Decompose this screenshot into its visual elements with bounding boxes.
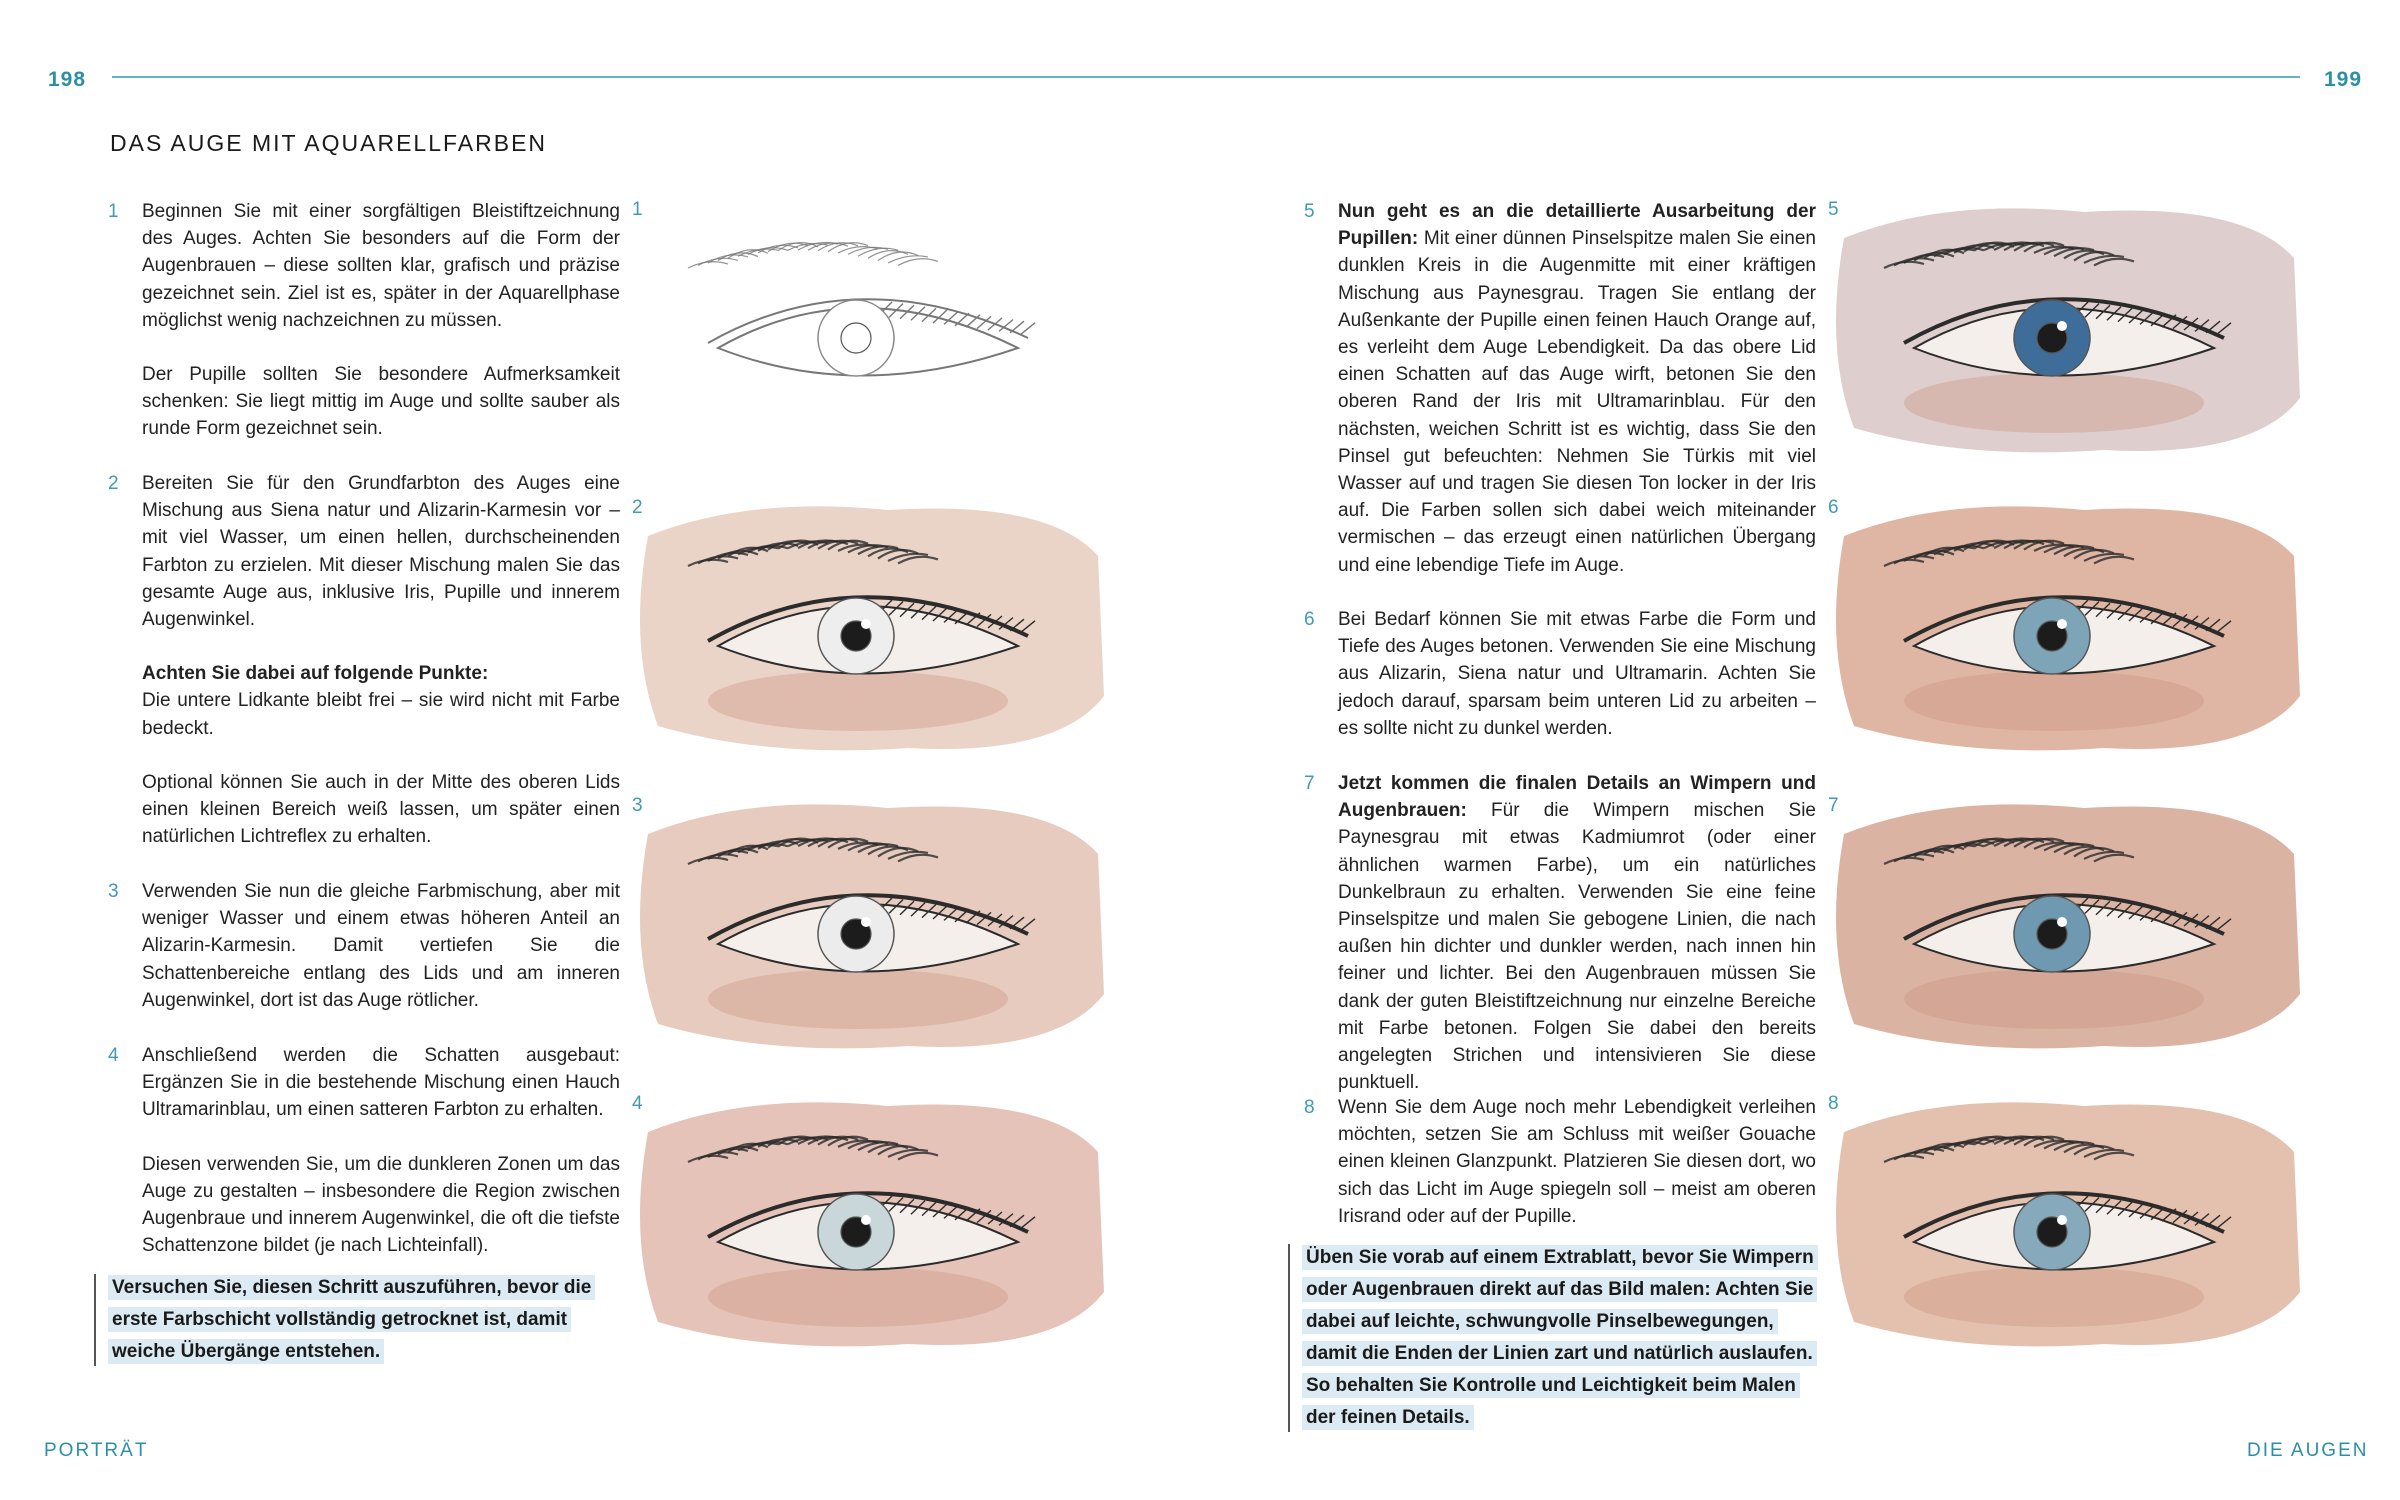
step-text: Anschließend werden die Schatten ausgebaut: Ergänzen Sie in die bestehende Mischung einen Hauch Ultramarinblau, um einen satteren Farbton zu erhalten. [142, 1045, 620, 1121]
image-label: 3 [626, 794, 649, 818]
step-3 [108, 878, 620, 1014]
step-number: 3 [108, 881, 119, 902]
image-label: 8 [1822, 1092, 1845, 1116]
step-text: Für die Wimpern mischen Sie Paynesgrau mit etwas Kadmiumrot (oder einer ähnlichen warmen Farbe), um ein natürliches Dunkelbraun zu erhalten. Verwenden Sie eine feine Pinselspitze und malen Sie gebogene Linien, die nach außen hin dichter und dunkler werden, nach innen hin feiner und lichter. Bei den Augenbrauen müssen Sie dank der guten Bleistiftzeichnung nur einzelne Bereiche mit Farbe betonen. Folgen Sie dabei den bereits angelegten Strichen und intensivieren Sie diese punktuell. [1338, 800, 1816, 1094]
eye-illustration-6 [1824, 496, 2304, 758]
step-number: 6 [1304, 609, 1315, 630]
step-text: Bei Bedarf können Sie mit etwas Farbe die Form und Tiefe des Auges betonen. Verwenden Sie eine Mischung aus Alizarin, Siena natur und Ultramarin. Achten Sie jedoch darauf, sparsam beim unteren Lid zu arbeiten – es sollte nicht zu dunkel werden. [1338, 609, 1816, 739]
tip-bar [94, 1274, 96, 1366]
image-label: 1 [626, 198, 649, 222]
page-title: DAS AUGE MIT AQUARELLFARBEN [110, 130, 548, 156]
tip-text: Üben Sie vorab auf einem Extrablatt, bevor Sie Wimpern oder Augenbrauen direkt auf das Bild malen: Achten Sie dabei auf leichte, schwungvolle Pinselbewegungen, damit die Enden der Linien zart und natürlich auslaufen. So behalten Sie Kontrolle und Leichtigkeit beim Malen der feinen Details. [1302, 1245, 1818, 1430]
eye-illustration-7 [1824, 794, 2304, 1056]
eye-watercolor-image [1824, 794, 2304, 1056]
page-number-right: 199 [2324, 68, 2363, 91]
step-bold-heading: Nun geht es an die detaillierte Ausarbeitung der Pupillen: [1338, 201, 1816, 250]
tip-bar [1288, 1244, 1290, 1432]
eye-watercolor-image [628, 1092, 1108, 1354]
image-label: 4 [626, 1092, 649, 1116]
tip-text: Versuchen Sie, diesen Schritt auszuführen, bevor die erste Farbschicht vollständig getrocknet ist, damit weiche Übergänge entstehen. [108, 1275, 595, 1364]
step-text: Verwenden Sie nun die gleiche Farbmischung, aber mit weniger Wasser und einem etwas höheren Anteil an Alizarin-Karmesin. Damit vertiefen Sie die Schattenbereiche entlang des Lids und am inneren Augenwinkel, dort ist das Auge rötlicher. [142, 881, 620, 1011]
eye-sketch-image [628, 198, 1108, 460]
header-rule [112, 76, 2300, 78]
step-5 [1304, 198, 1816, 579]
footer-section-right: DIE AUGEN [2247, 1440, 2369, 1461]
page-number-left: 198 [48, 68, 87, 91]
footer-section-left: PORTRÄT [44, 1440, 149, 1461]
step-6 [1304, 606, 1816, 742]
step-number: 4 [108, 1045, 119, 1066]
eye-illustration-8 [1824, 1092, 2304, 1354]
step-number: 2 [108, 473, 119, 494]
step-7 [1304, 770, 1816, 1096]
step-text: Bereiten Sie für den Grundfarbton des Auges eine Mischung aus Siena natur und Alizarin-Karmesin vor – mit viel Wasser, um einen hellen, durchscheinenden Farbton zu erzielen. Mit dieser Mischung malen Sie das gesamte Auge aus, inklusive Iris, Pupille und innerem Augenwinkel. [142, 473, 620, 631]
eye-illustration-3 [628, 794, 1108, 1056]
step-number: 8 [1304, 1097, 1315, 1118]
eye-watercolor-image [1824, 496, 2304, 758]
tip-box-right [1288, 1242, 1822, 1434]
eye-watercolor-image [1824, 1092, 2304, 1354]
step-2 [108, 470, 620, 850]
step-text: Diesen verwenden Sie, um die dunkleren Zonen um das Auge zu gestalten – insbesondere die Region zwischen Augenbraue und innerem Augenwinkel, die oft die tiefste Schattenzone bildet (je nach Lichteinfall). [142, 1153, 620, 1257]
eye-illustration-4 [628, 1092, 1108, 1354]
step-bold-heading: Jetzt kommen die finalen Details an Wimpern und Augenbrauen: [1338, 773, 1816, 822]
eye-watercolor-image [628, 794, 1108, 1056]
step-text: Optional können Sie auch in der Mitte des oberen Lids einen kleinen Bereich weiß lassen, um später einen natürlichen Lichtreflex zu erhalten. [142, 771, 620, 848]
step-number: 7 [1304, 773, 1315, 794]
eye-illustration-1 [628, 198, 1108, 460]
step-text: Der Pupille sollten Sie besondere Aufmerksamkeit schenken: Sie liegt mittig im Auge und sollte sauber als runde Form gezeichnet sein. [142, 364, 620, 440]
step-text: Mit einer dünnen Pinselspitze malen Sie einen dunklen Kreis in die Augenmitte mit einer kräftigen Mischung aus Paynesgrau. Tragen Sie entlang der Außenkante der Pupille einen feinen Hauch Orange auf, es verleiht dem Auge Lebendigkeit. Da das obere Lid einen Schatten auf das Auge wirft, betonen Sie den oberen Rand der Iris mit Ultramarinblau. Für den nächsten, weichen Schritt ist es wichtig, dass Sie den Pinsel gut befeuchten: Nehmen Sie Türkis mit viel Wasser auf und tragen Sie diesen Ton locker in der Iris auf. Die Farben sollen sich dabei weich miteinander vermischen – das erzeugt einen natürlichen Übergang und eine lebendige Tiefe im Auge. [1338, 228, 1816, 576]
image-label: 6 [1822, 496, 1845, 520]
step-text: Beginnen Sie mit einer sorgfältigen Bleistiftzeichnung des Auges. Achten Sie besonders auf die Form der Augenbrauen – diese sollten klar, grafisch und präzise gezeichnet sein. Ziel ist es, später in der Aquarellphase möglichst wenig nachzeichnen zu müssen. [142, 201, 620, 331]
step-number: 5 [1304, 201, 1315, 222]
step-4 [108, 1042, 620, 1259]
image-label: 2 [626, 496, 649, 520]
tip-box-left [94, 1272, 628, 1368]
eye-watercolor-image [1824, 198, 2304, 460]
step-text: Die untere Lidkante bleibt frei – sie wird nicht mit Farbe bedeckt. [142, 690, 620, 739]
eye-illustration-2 [628, 496, 1108, 758]
eye-illustration-5 [1824, 198, 2304, 460]
image-label: 5 [1822, 198, 1845, 222]
eye-watercolor-image [628, 496, 1108, 758]
step-1 [108, 198, 620, 443]
step-number: 1 [108, 201, 119, 222]
step-8 [1304, 1094, 1816, 1230]
step-text: Wenn Sie dem Auge noch mehr Lebendigkeit verleihen möchten, setzen Sie am Schluss mit weißer Gouache einen kleinen Glanzpunkt. Platzieren Sie diesen dort, wo sich das Licht im Auge spiegeln soll – meist am oberen Irisrand oder auf der Pupille. [1338, 1097, 1816, 1227]
image-label: 7 [1822, 794, 1845, 818]
step-bold-heading: Achten Sie dabei auf folgende Punkte: [142, 663, 489, 685]
